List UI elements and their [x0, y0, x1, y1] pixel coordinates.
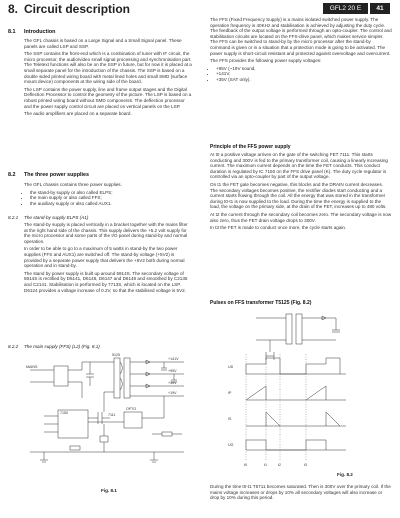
figure-8-1-caption: Fig. 8.1 — [101, 488, 117, 493]
svg-text:UG: UG — [228, 443, 234, 447]
principle-text — [210, 152, 392, 233]
svg-text:+95V: +95V — [168, 369, 177, 373]
intro-paragraph-4: The audio amplifiers are placed on a separate board. — [24, 111, 132, 117]
standby-paragraph-2: In order to be able to go to a maximum of 5 watts in stand-by the two power supplies (FFS and AUX1) are switched off. The stand-by voltage (+5V2) is provided by a separate power supply that delivers the +5V2 both during normal operation and in stand-by. — [24, 246, 185, 269]
page-number-badge: 41 — [370, 3, 390, 14]
ffs-intro-text — [210, 17, 392, 85]
power-supplies-text — [24, 182, 192, 208]
ffs-voltages-list — [210, 66, 392, 83]
section-number: 8. — [8, 2, 19, 16]
figure-8-1-schematic — [24, 352, 190, 484]
section-8-2-number: 8.2 — [8, 172, 16, 178]
principle-paragraph-1: At t0 a positive voltage arrives on the gate of the switching FET 7111. This starts conducting and 300V is fed to the primary transformer coil, causing a linearly increasing current. The maximum current depends on the time the FET conducts. This conduct duration is regulated by IC 7150 on the FFS drive panel (K). The duty cycle regulator is controlled via an opto-coupler by part of the output voltage. — [210, 152, 388, 180]
standby-paragraph-3: The stand by power supply is built up around 5914S. The secondary voltage of 5914S is rectified by D6141, D6146, D6147 and D6148 and smoothed by C2135 and C2141. Stabilisation is performed by 7713S, which is located on the LSP. D6124 provides a voltage increase of 0.2V, so that the stabilised voltage is 5V2. — [24, 270, 188, 293]
ffs-paragraph-2: The FFS provides the following power supply voltages: — [210, 58, 322, 64]
standby-text — [24, 222, 192, 295]
section-8-2-1-title: The stand-by supply ELPS (A1) — [24, 215, 89, 220]
section-8-2-1-number: 8.2.1 — [8, 215, 19, 220]
standby-paragraph-1: The stand-by supply is placed vertically in a bracket together with the mains filter at the right hand side of the chassis. This supply delivers the +5.2 volt supply for the micro processor and some parts of the I/O panel during stand-by and normal operation. — [24, 222, 188, 244]
section-8-1-number: 8.1 — [8, 29, 16, 35]
svg-text:t0: t0 — [244, 463, 247, 467]
svg-text:UD: UD — [228, 365, 234, 369]
principle-title: Principle of the FFS power supply — [210, 144, 291, 150]
intro-paragraph-1: The GFL chassis is based on a Large Signal and a Small Signal panel. These panels are called LSP and SSP. — [24, 38, 182, 49]
principle-paragraph-2: On t1 the FET gate becomes negative, this blocks and the DRAIN current decreases. The secondary voltages becomes positive, the rectifier diodes start conducting and a current starts flowing through the coil. All the energy that was stored in the transformer during t0-t1 is now supplied to the load. During the time the energy is supplied to the load, the voltage on the primary side, at the drain of the FET, increases up to 480 volts. — [210, 181, 387, 210]
svg-text:7111: 7111 — [108, 413, 116, 417]
section-8-2-title: The three power supplies — [24, 172, 90, 178]
power-supplies-intro: The GFL chassis contains three power supplies. — [24, 182, 122, 187]
intro-paragraph-3: The LSP contains the power supply, line and frame output stages and the Digital Deflection Processor to control the geometry of the picture. The LSP is based on a robust printed wiring board without SMD components. The deflection processor and the power supply control circuit are placed on vertical panels on the LSP. — [24, 86, 192, 109]
list-item: • +141V, — [216, 71, 392, 77]
saturation-paragraph: During the time t0-t1 T5711 becomes saturated. Then is 300V over the primary coil. If the mains voltage increases or drops by 10% all secondary voltages will also increase or drop by 10% during this period. — [210, 484, 391, 501]
list-item: • the stand-by supply or also called ELPS; — [30, 190, 192, 196]
ffs-paragraph-1: The FFS (Fixed Frequency Supply) is a mains isolated switched power supply. The operation frequency is 40KHz and stabilisation is achieved by adjusting the duty cycle. The feedback of the output voltage is performed through an opto-coupler. The control and stabilisation circuits are located on the FFS-drive panel, which makes service simpler. The FFS can be switched to stand-by by the micro processor after the stand-by command is given or in a situation that a protection mode is going to be activated. The power supply is short-circuit resistant and protected against overvoltage and overcurrent. — [210, 17, 392, 56]
svg-text:7150: 7150 — [60, 411, 68, 415]
svg-text:OPTO: OPTO — [126, 407, 137, 411]
svg-text:t3: t3 — [304, 463, 307, 467]
svg-text:t1: t1 — [264, 463, 267, 467]
section-8-2-2-number: 8.2.2 — [8, 344, 19, 349]
svg-text:+141V: +141V — [168, 357, 179, 361]
saturation-text — [210, 484, 392, 503]
power-supplies-list — [24, 190, 192, 207]
svg-text:IS: IS — [228, 417, 232, 421]
pulses-title: Pulses on FFS transformer T5125 (Fig. 8.2) — [210, 300, 312, 306]
figure-8-2-waveforms — [226, 310, 376, 470]
section-8-2-2-title: The main supply (FFS) (L2) (Fig. 8.1) — [24, 344, 100, 349]
figure-8-2-caption: Fig. 8.2 — [337, 472, 353, 477]
list-item: • +95V (~19V sound, — [216, 66, 392, 72]
svg-text:MAINS: MAINS — [26, 365, 38, 369]
list-item: • the auxiliary supply or also called AUX1. — [30, 201, 192, 207]
svg-text:+35V: +35V — [168, 381, 177, 385]
svg-text:IP: IP — [228, 391, 232, 395]
list-item: • +35V (SAT only). — [216, 77, 392, 83]
intro-paragraph-2: The SSP contains the front-end which is a combination of tuner with IF circuit, the micro processor, the audio/video small signal processing and synchronisation part. The Teletext functions will also be on the SSP in future, but for now it is placed at a small separate panel for the introduction of the chassis. The SSP is based on a double sided printed wiring board with metal lined holes and small SMD (surface mount device) components at the wiring side of the board. — [24, 51, 192, 85]
intro-text — [24, 38, 192, 119]
principle-paragraph-4: In t3 the FET is made to conduct once more, the cycle starts again. — [210, 225, 347, 231]
model-badge: GFL2 20 E — [323, 3, 368, 14]
list-item: • the main supply or also called FFS; — [30, 195, 192, 201]
page-title: Circuit description — [24, 2, 131, 16]
svg-text:5125: 5125 — [112, 353, 120, 357]
section-8-1-title: Introduction — [24, 29, 56, 35]
principle-paragraph-3: At t2 the current through the secondary coil becomes zero. The secondary voltage is now also zero, thus the FET drain voltage drops to 300V. — [210, 211, 392, 223]
svg-text:+19V: +19V — [168, 391, 177, 395]
svg-text:t2: t2 — [278, 463, 281, 467]
